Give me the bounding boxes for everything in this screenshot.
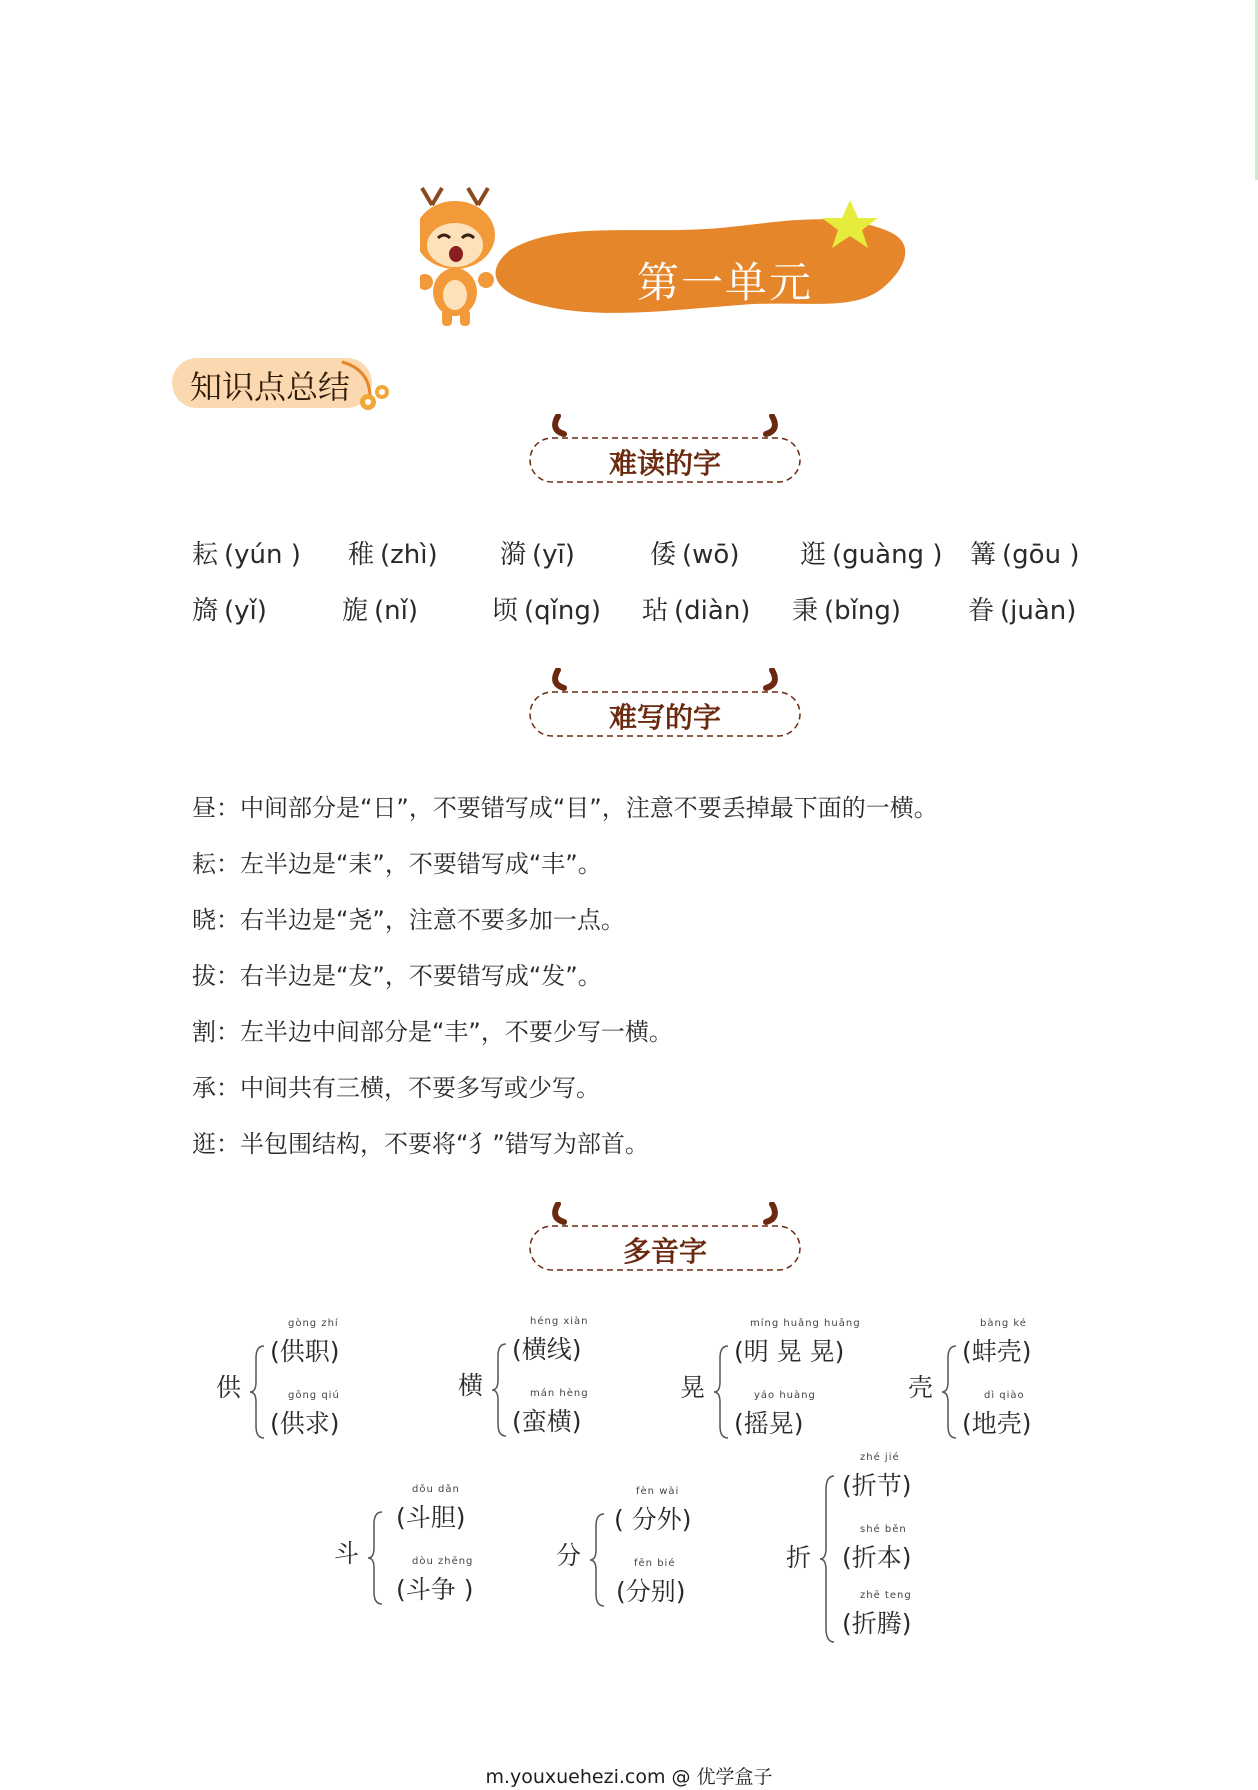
brace-icon — [366, 1510, 384, 1606]
read-item: 眷 (juàn) — [968, 596, 1077, 626]
poly-word: (供职) — [270, 1337, 340, 1366]
poly-char: 晃 — [680, 1373, 706, 1402]
poly-pinyin: zhé jié — [860, 1452, 900, 1463]
poly-word: (地壳) — [962, 1409, 1032, 1438]
section-header-write — [528, 668, 802, 742]
poly-pinyin: yáo huàng — [754, 1390, 816, 1401]
unit-title: 第一单元 — [636, 258, 813, 307]
poly-word: (折本) — [842, 1543, 912, 1572]
write-note: 逛：半包围结构，不要将“犭”错写为部首。 — [192, 1130, 649, 1158]
write-note: 耘：左半边是“耒”，不要错写成“丰”。 — [192, 850, 602, 878]
poly-word: (分别) — [616, 1577, 686, 1606]
summary-tag — [172, 354, 402, 414]
poly-pinyin: dòu zhēng — [412, 1556, 474, 1567]
poly-char: 壳 — [908, 1373, 934, 1402]
poly-char: 分 — [556, 1541, 582, 1570]
poly-word: (斗争 ) — [396, 1575, 474, 1604]
read-item: 稚 (zhì) — [348, 540, 438, 570]
deer-mascot-icon — [420, 188, 495, 326]
poly-word: (蚌壳) — [962, 1337, 1032, 1366]
brace-icon — [712, 1344, 730, 1440]
poly-char: 横 — [458, 1371, 484, 1400]
section-header-poly — [528, 1202, 802, 1276]
poly-pinyin: bàng ké — [980, 1318, 1027, 1329]
brace-icon — [818, 1474, 836, 1644]
read-item: 逛 (guàng ) — [800, 540, 943, 570]
read-item: 篝 (gōu ) — [970, 540, 1080, 570]
read-item: 玷 (diàn) — [642, 596, 751, 626]
read-item: 耘 (yún ) — [192, 540, 301, 570]
poly-pinyin: fèn wài — [636, 1486, 680, 1497]
section-header-read — [528, 414, 802, 488]
poly-char: 供 — [216, 1373, 242, 1402]
read-item: 倭 (wō) — [650, 540, 740, 570]
write-note: 承：中间共有三横，不要多写或少写。 — [192, 1074, 600, 1102]
footer-source: m.youxuehezi.com @ 优学盒子 — [485, 1766, 773, 1788]
poly-char: 斗 — [334, 1539, 360, 1568]
poly-word: (横线) — [512, 1335, 582, 1364]
read-item: 顷 (qǐng) — [492, 596, 602, 626]
poly-pinyin: gōng qiú — [288, 1390, 340, 1401]
poly-pinyin: gòng zhí — [288, 1318, 339, 1329]
poly-pinyin: héng xiàn — [530, 1316, 589, 1327]
read-item: 旎 (nǐ) — [342, 596, 419, 626]
poly-word: (明 晃 晃) — [734, 1337, 845, 1366]
section-title: 难读的字 — [608, 447, 721, 480]
write-note: 昼：中间部分是“日”，不要错写成“目”，注意不要丢掉最下面的一横。 — [192, 794, 938, 822]
poly-pinyin: dǒu dǎn — [412, 1484, 460, 1495]
write-note: 割：左半边中间部分是“丰”，不要少写一横。 — [192, 1018, 673, 1046]
read-item: 漪 (yī) — [500, 540, 575, 570]
read-item: 旖 (yǐ) — [192, 596, 267, 626]
summary-label: 知识点总结 — [190, 368, 351, 406]
brace-icon — [940, 1344, 958, 1440]
write-note: 拔：右半边是“犮”，不要错写成“发”。 — [192, 962, 602, 990]
poly-pinyin: shé běn — [860, 1524, 907, 1535]
poly-word: (折节) — [842, 1471, 912, 1500]
section-title: 多音字 — [622, 1235, 707, 1268]
brace-icon — [248, 1344, 266, 1440]
poly-pinyin: zhē teng — [860, 1590, 912, 1601]
brace-icon — [490, 1342, 508, 1438]
poly-word: (折腾) — [842, 1609, 912, 1638]
write-note: 晓：右半边是“尧”，注意不要多加一点。 — [192, 906, 625, 934]
brace-icon — [588, 1512, 606, 1608]
poly-char: 折 — [786, 1543, 812, 1572]
poly-pinyin: dì qiào — [984, 1390, 1025, 1401]
poly-word: (供求) — [270, 1409, 340, 1438]
section-title: 难写的字 — [608, 701, 721, 734]
poly-pinyin: míng huǎng huǎng — [750, 1318, 861, 1329]
poly-word: (蛮横) — [512, 1407, 582, 1436]
poly-word: ( 分外) — [614, 1505, 692, 1534]
unit-banner — [420, 180, 920, 330]
poly-word: (斗胆) — [396, 1503, 466, 1532]
read-item: 秉 (bǐng) — [792, 596, 902, 626]
poly-pinyin: mán hèng — [530, 1388, 589, 1399]
poly-pinyin: fēn bié — [634, 1558, 676, 1569]
poly-word: (摇晃) — [734, 1409, 804, 1438]
